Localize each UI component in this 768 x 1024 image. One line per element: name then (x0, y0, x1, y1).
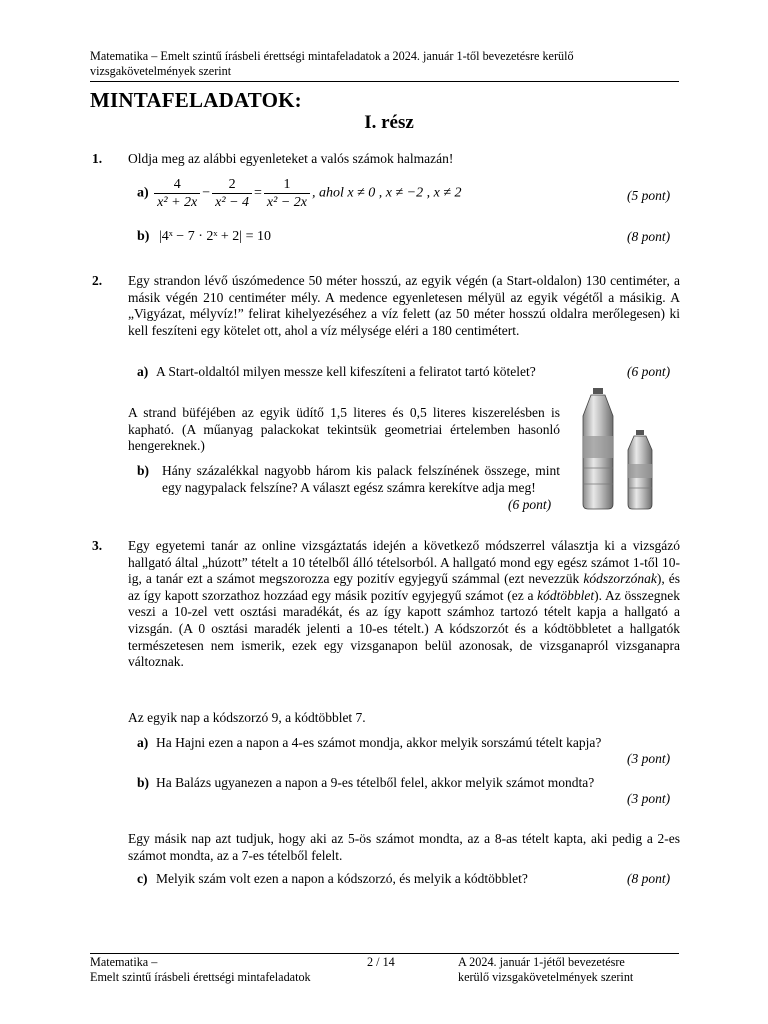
q1a-f2-den: x² − 4 (212, 193, 252, 211)
q3-p1-term-2: kódtöbblet (537, 587, 595, 603)
q1b-equation (137, 229, 271, 245)
footer-left-line-1: Matematika – (90, 955, 158, 969)
q1a-condition: , ahol x ≠ 0 , x ≠ −2 , x ≠ 2 (312, 185, 462, 201)
q1a-minus: − (202, 185, 211, 201)
q3-p1-mid: ), és az így kapott szorzathoz hozzáad egy másik pozitív egyjegyű számot (ez a (128, 571, 680, 603)
q1a-fraction-2 (212, 176, 252, 211)
footer-rule (90, 953, 679, 954)
q2-number: 2. (92, 273, 103, 288)
q1a-equals: = (254, 185, 262, 201)
small-bottle (628, 430, 652, 509)
section-title: I. rész (364, 112, 414, 133)
q3a-text: Ha Hajni ezen a napon a 4-es számot mondja, akkor melyik sorszámú tételt kapja? (156, 735, 602, 750)
q1a-equation (137, 176, 462, 211)
q1-number: 1. (92, 151, 103, 166)
footer-right-line-1: A 2024. január 1-jétől bevezetésre (458, 955, 625, 969)
q3-paragraph-2: Az egyik nap a kódszorzó 9, a kódtöbblet 7. (128, 710, 366, 725)
q1a-fraction-3 (264, 176, 310, 211)
header-rule (90, 81, 679, 82)
q1a-f2-num: 2 (228, 177, 236, 192)
q3a-points: (3 pont) (627, 751, 671, 766)
q2a-points: (6 pont) (627, 364, 671, 379)
q2a-label: a) (137, 364, 149, 379)
header-line-1: Matematika – Emelt szintű írásbeli érettségi mintafeladatok a 2024. január 1-től bevezetésre kerülő (90, 49, 574, 63)
q2-text-2: A strand büféjében az egyik üdítő 1,5 literes és 0,5 literes kiszerelésben is kapható. (A műanyag palackokat tekintsük geometriai értelemben hasonló hengereknek.) (128, 405, 560, 454)
q3b-text: Ha Balázs ugyanezen a napon a 9-es tételből felel, akkor melyik számot mondta? (156, 775, 595, 790)
q2b-label: b) (137, 463, 150, 478)
q1b-points: (8 pont) (627, 229, 671, 244)
q3-paragraph-1 (128, 538, 680, 671)
q3a-label: a) (137, 735, 149, 750)
q2b-text: Hány százalékkal nagyobb három kis palack felszínének összege, mint egy nagypalack felszíne? A választ egész számra kerekítve adja meg! (162, 463, 560, 495)
q3-number: 3. (92, 538, 103, 553)
footer-left-line-2: Emelt szintű írásbeli érettségi mintafeladatok (90, 970, 311, 984)
q3c-points: (8 pont) (627, 871, 671, 886)
q1a-points: (5 pont) (627, 188, 671, 203)
q3c-text: Melyik szám volt ezen a napon a kódszorzó, és melyik a kódtöbblet? (156, 871, 528, 886)
q3b-label: b) (137, 775, 150, 790)
header-line-2: vizsgakövetelmények szerint (90, 64, 232, 78)
q3b-points: (3 pont) (627, 791, 671, 806)
footer-right (458, 955, 633, 985)
page-header (90, 49, 680, 79)
q2b-points: (6 pont) (508, 497, 552, 512)
q1a-fraction-1 (154, 176, 200, 211)
q1b-label: b) (137, 229, 150, 244)
bottles-illustration (577, 388, 679, 510)
q3-paragraph-3: Egy másik nap azt tudjuk, hogy aki az 5-ös számot mondta, az a 8-as tételt kapta, aki pedig a 2-es számot mondta, az a 7-es tételből felelt. (128, 831, 680, 863)
page-number: 2 / 14 (367, 955, 395, 969)
large-bottle (583, 388, 613, 509)
q3-p1-term-1: kódszorzónak (583, 571, 657, 587)
q1a-f1-den: x² + 2x (154, 193, 200, 211)
q1a-f3-num: 1 (283, 177, 291, 192)
q1-intro: Oldja meg az alábbi egyenleteket a valós számok halmazán! (128, 151, 454, 166)
q1b-eq: |4ˣ − 7 · 2ˣ + 2| = 10 (158, 229, 272, 244)
page-title: MINTAFELADATOK: (90, 88, 302, 112)
q3c-label: c) (137, 871, 148, 886)
q2a-text: A Start-oldaltól milyen messze kell kifeszíteni a feliratot tartó kötelet? (156, 364, 536, 379)
q3-p1-pre: Egy egyetemi tanár az online vizsgáztatás idején a következő módszerrel választja ki a vizsgázó hallgató által „húzott” tételt a 10 tételből álló tételsorból. A hallgató mond egy egész számot 1-től 10-ig, a tanár ezt a számot megszorozza egy pozitív egyjegyű számmal (ezt nevezzük (128, 538, 680, 587)
q2-text: Egy strandon lévő úszómedence 50 méter hosszú, az egyik végén (a Start-oldalon) 130 centiméter, a másik végén 210 centiméter mély. A medence egyenletesen mélyül az egyik végétől a másikig. A „Vigyázat, mélyvíz!” felirat kihelyezéséhez a víz felett (az 50 méter hosszú oldalra merőlegesen) ki kell feszíteni egy kötelet ott, ahol a víz mélysége eléri a 180 centimétert. (128, 273, 680, 338)
footer-left (90, 955, 311, 985)
footer-right-line-2: kerülő vizsgakövetelmények szerint (458, 970, 634, 984)
q1a-f1-num: 4 (173, 177, 181, 192)
q1a-f3-den: x² − 2x (264, 193, 310, 211)
q1a-label: a) (137, 185, 149, 201)
q3-p1-post: ). Az összegnek veszi a 10-zel vett osztási maradékát, és az így kapott számhoz tartozó tételt kapja a hallgató a vizsgán. (A 0 osztási maradék jelenti a 10-es tételt.) A kódszorzót és a kódtöbbletet a hallgatók természetesen nem ismerik, ezek egy vizsganapon belül azonosak, de vizsganapról vizsganapra változnak. (128, 587, 680, 670)
